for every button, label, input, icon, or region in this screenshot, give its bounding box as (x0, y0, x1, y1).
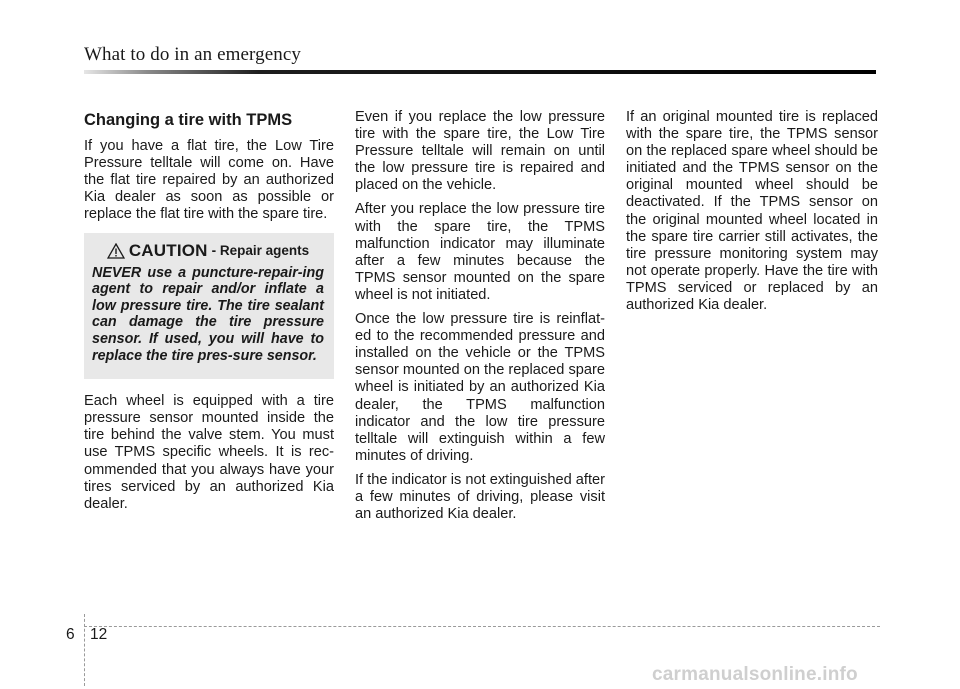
warning-triangle-icon (107, 243, 125, 259)
sensor-paragraph: Each wheel is equipped with a tire pressure sensor mounted inside the tire behind the valve stem. You must use TPMS specific wheels. It is rec-ommended that you always have your tires serviced by an authorized Kia dealer. (84, 393, 334, 512)
chapter-number: 6 (66, 626, 75, 643)
caution-text: NEVER use a puncture-repair-ing agent to repair and/or inflate a low pressure tire. The tire sealant can damage the tire pressure sensor. If used, you will have to replace the tire pres-sure sensor. (92, 264, 324, 364)
paragraph: Once the low pressure tire is reinflat-ed to the recommended pressure and installed on the vehicle or the TPMS sensor mounted on the replaced spare wheel is initiated by an authorized Kia dealer, the TPMS malfunction indicator and the low tire pressure telltale will extinguish within a few minutes of driving. (355, 311, 605, 464)
column-3 (626, 109, 878, 321)
footer-divider (84, 614, 85, 686)
caution-box (84, 233, 334, 379)
column-1 (84, 110, 334, 520)
header-rule (84, 70, 876, 74)
footer-rule (84, 626, 880, 627)
paragraph: If the indicator is not extinguished after a few minutes of driving, please visit an authorized Kia dealer. (355, 471, 605, 523)
section-heading: Changing a tire with TPMS (84, 111, 293, 129)
column-2 (355, 109, 605, 530)
paragraph: Even if you replace the low pressure tire with the spare tire, the Low Tire Pressure telltale will remain on until the low pressure tire is repaired and placed on the vehicle. (355, 109, 605, 194)
intro-paragraph: If you have a flat tire, the Low Tire Pressure telltale will come on. Have the flat tire repaired by an authorized Kia dealer as soon as possible or replace the flat tire with the spare tire. (84, 138, 334, 223)
paragraph: If an original mounted tire is replaced with the spare tire, the TPMS sensor on the replaced spare wheel should be initiated and the TPMS sensor on the original mounted wheel should be deactivated. If the TPMS sensor on the original mounted wheel located in the spare tire carrier still activates, the tire pressure monitoring system may not operate properly. Have the tire with TPMS serviced or replaced by an authorized Kia dealer. (626, 109, 878, 314)
caution-label: CAUTION (128, 241, 208, 261)
caution-header (92, 242, 324, 259)
watermark: carmanualsonline.info (652, 664, 858, 685)
caution-subtitle: - Repair agents (211, 243, 310, 259)
paragraph: After you replace the low pressure tire with the spare tire, the TPMS malfunction indicator may illuminate after a few minutes because the TPMS sensor mounted on the spare wheel is not initiated. (355, 201, 605, 303)
page-number: 12 (90, 626, 108, 643)
page-header-title: What to do in an emergency (84, 44, 301, 65)
